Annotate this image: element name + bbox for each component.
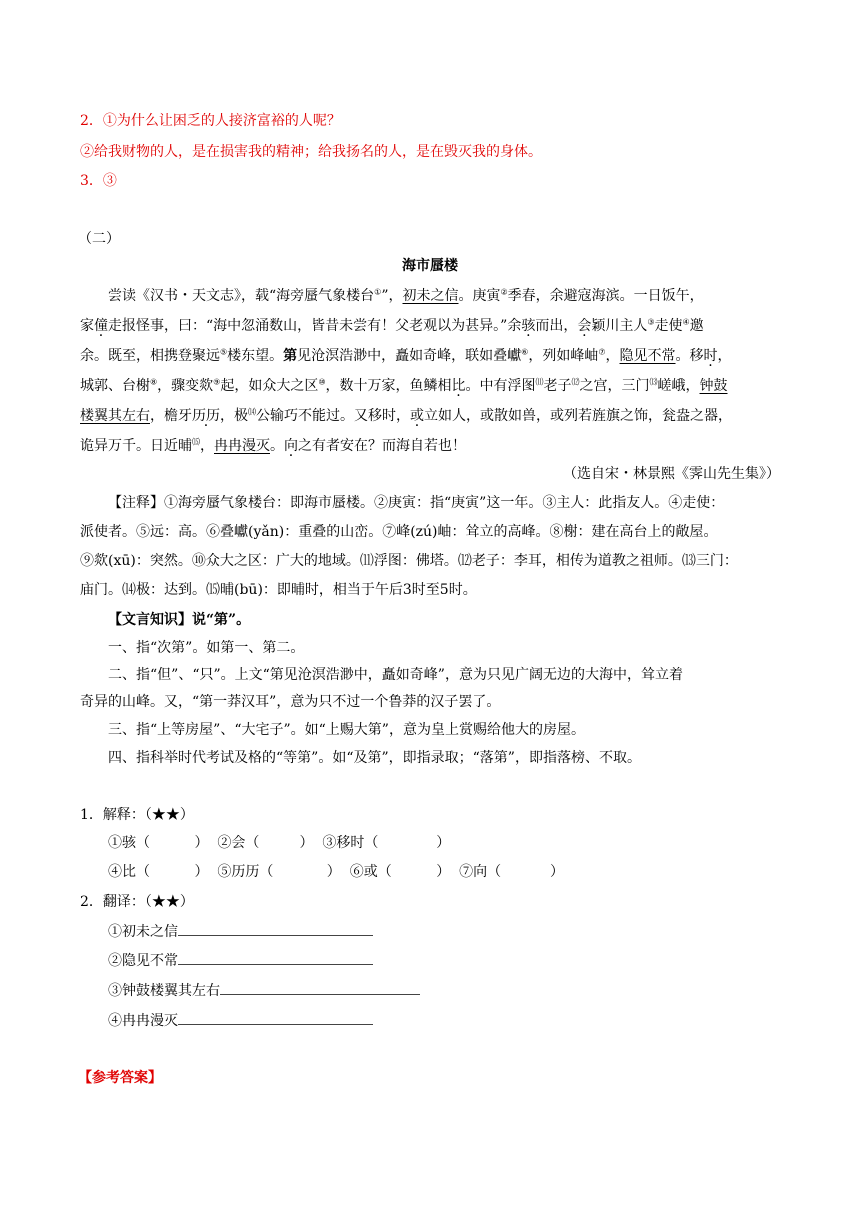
passage-line-3: 余。既至，相携登聚远⑤楼东望。第见沧溟浩渺中，矗如奇峰，联如叠巘⑥，列如峰岫⑦，隐见不常。移时， xyxy=(80,347,732,364)
question-1-row-2: ④比（ ） ⑤历历（ ） ⑥或（ ） ⑦向（ ） xyxy=(108,864,565,880)
knowledge-item-2a: 二、指“但”、“只”。上文“第见沧溟浩渺中，矗如奇峰”，意为只见广阔无边的大海中，耸立着 xyxy=(108,667,683,683)
translate-item-4: ④冉冉漫灭 xyxy=(108,1010,373,1031)
notes-line-1: 【注释】①海旁蜃气象楼台：即海市蜃楼。②庚寅：指“庚寅”这一年。③主人：此指友人。④走使： xyxy=(108,495,725,511)
answer-blank[interactable] xyxy=(220,980,420,995)
passage-line-6: 诡异万千。日近晡⒂，冉冉漫灭。向之有者安在？而海自若也！ xyxy=(80,437,466,454)
passage-line-1: 尝读《汉书・天文志》，载“海旁蜃气象楼台①”，初未之信。庚寅②季春，余避寇海滨。一日饭午， xyxy=(108,287,704,304)
underlined-phrase: 隐见不常 xyxy=(619,348,676,364)
section-label: （二） xyxy=(78,231,120,247)
passage-title: 海市蜃楼 xyxy=(402,258,458,274)
underlined-phrase: 初未之信 xyxy=(402,288,459,304)
answer-blank[interactable] xyxy=(178,950,373,965)
underlined-phrase: 冉冉漫灭 xyxy=(214,438,270,454)
answer-line-1: 2．①为什么让困乏的人接济富裕的人呢？ xyxy=(80,113,341,129)
passage-line-5: 楼翼其左右，檐牙历历，极⒁公输巧不能过。又移时，或立如人，或散如兽，或列若旌旗之饰，瓮盎之器， xyxy=(80,407,732,424)
knowledge-item-3: 三、指“上等房屋”、“大宅子”。如“上赐大第”，意为皇上赏赐给他大的房屋。 xyxy=(108,722,585,738)
answer-blank[interactable] xyxy=(178,921,373,936)
answer-line-3: 3．③ xyxy=(80,173,117,189)
notes-line-3: ⑨欻(xū)：突然。⑩众大之区：广大的地域。⑾浮图：佛塔。⑿老子：李耳，相传为道教之祖师。⒀三门： xyxy=(80,553,738,569)
question-1-row-1: ①骇（ ） ②会（ ） ③移时（ ） xyxy=(108,835,451,851)
passage-source: （选自宋・林景熙《霁山先生集》） xyxy=(563,466,780,482)
translate-item-2: ②隐见不常 xyxy=(108,950,373,971)
knowledge-item-4: 四、指科举时代考试及格的“等第”。如“及第”，即指录取；“落第”，即指落榜、不取。 xyxy=(108,750,641,766)
translate-item-3: ③钟鼓楼翼其左右 xyxy=(108,980,420,1001)
translate-item-1: ①初未之信 xyxy=(108,921,373,942)
reference-answer-heading: 【参考答案】 xyxy=(78,1070,162,1086)
knowledge-item-1: 一、指“次第”。如第一、第二。 xyxy=(108,640,305,656)
passage-line-2: 家僮走报怪事，曰：“海中忽涌数山，皆昔未尝有！父老观以为甚异。”余骇而出，会颖川主人③走使④邀 xyxy=(80,317,704,334)
question-2-title: 2．翻译：（★★） xyxy=(80,894,194,910)
knowledge-heading: 【文言知识】说“第”。 xyxy=(108,612,251,628)
passage-line-4: 城郭、台榭⑧，骤变欻⑨起，如众大之区⑩，数十万家，鱼鳞相比。中有浮图⑾老子⑿之宫，三门⒀嵯峨，钟鼓 xyxy=(80,377,728,394)
answer-line-2: ②给我财物的人，是在损害我的精神；给我扬名的人，是在毁灭我的身体。 xyxy=(80,144,542,160)
underlined-phrase: 钟鼓 xyxy=(699,378,728,394)
knowledge-item-2b: 奇异的山峰。又，“第一莽汉耳”，意为只不过一个鲁莽的汉子罢了。 xyxy=(80,694,501,710)
question-1-title: 1．解释：（★★） xyxy=(80,807,194,823)
answer-blank[interactable] xyxy=(178,1010,373,1025)
notes-line-2: 派使者。⑤远：高。⑥叠巘(yǎn)：重叠的山峦。⑦峰(zú)岫：耸立的高峰。⑧榭：建在高台上的敞屋。 xyxy=(80,524,718,540)
underlined-phrase: 楼翼其左右 xyxy=(80,408,150,424)
notes-line-4: 庙门。⒁极：达到。⒂晡(bū)：即晡时，相当于午后3时至5时。 xyxy=(80,582,477,598)
